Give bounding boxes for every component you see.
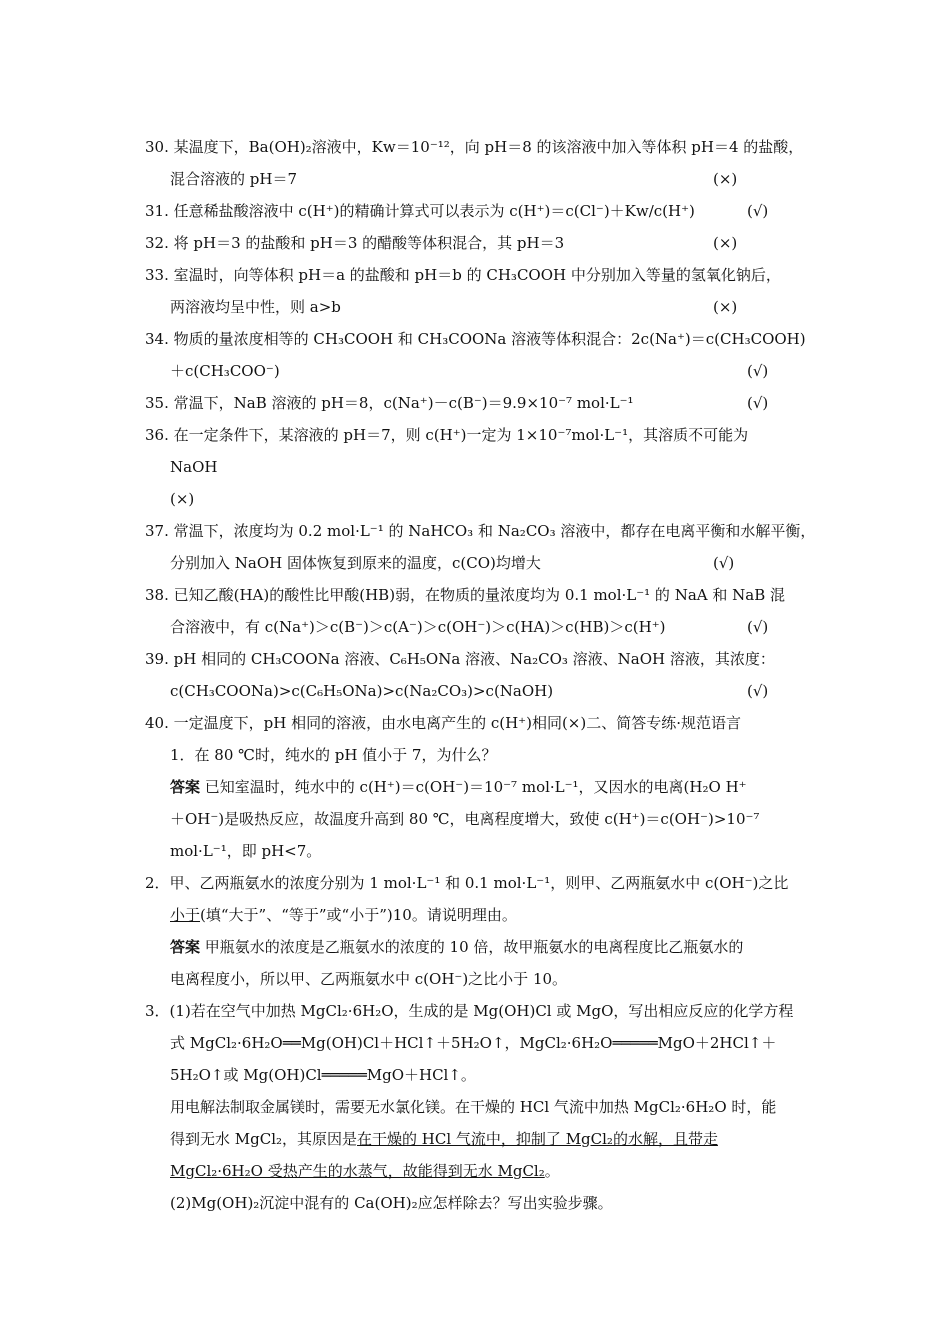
q32-mark: (×) (713, 234, 738, 252)
q39-mark: (√) (747, 682, 769, 700)
q38-line2: 合溶液中，有 c(Na⁺)＞c(B⁻)＞c(A⁻)＞c(OH⁻)＞c(HA)＞c(HB)＞c(H⁺) (√) (170, 611, 815, 643)
q37-line2: 分别加入 NaOH 固体恢复到原来的温度，c(CO)均增大 (√) (170, 547, 815, 579)
sa3-line2: 式 MgCl₂·6H₂O══Mg(OH)Cl＋HCl↑＋5H₂O↑，MgCl₂·6H₂O═════MgO＋2HCl↑＋ (170, 1034, 777, 1052)
q36-line2: NaOH (170, 458, 218, 476)
sa2-question-line2: 小于(填“大于”、“等于”或“小于”)10。请说明理由。 (170, 906, 517, 924)
q37-line1: 37. 常温下，浓度均为 0.2 mol·L⁻¹ 的 NaHCO₃ 和 Na₂CO₃ 溶液中，都存在电离平衡和水解平衡， (145, 522, 815, 540)
q34-mark: (√) (747, 362, 769, 380)
sa3-line1: 3．(1)若在空气中加热 MgCl₂·6H₂O，生成的是 Mg(OH)Cl 或 MgO，写出相应反应的化学方程 (145, 1002, 794, 1020)
q33-line1: 33. 室温时，向等体积 pH＝a 的盐酸和 pH＝b 的 CH₃COOH 中分别加入等量的氢氧化钠后， (145, 266, 781, 284)
sa1-answer-line2: ＋OH⁻)是吸热反应，故温度升高到 80 ℃，电离程度增大，致使 c(H⁺)＝c(OH⁻)>10⁻⁷ (170, 810, 760, 828)
q32: 32. 将 pH＝3 的盐酸和 pH＝3 的醋酸等体积混合，其 pH＝3 (×) (145, 227, 815, 259)
sa3-line4: 用电解法制取金属镁时，需要无水氯化镁。在干燥的 HCl 气流中加热 MgCl₂·6H₂O 时，能 (170, 1098, 777, 1116)
sa2-answer-line1: 答案 甲瓶氨水的浓度是乙瓶氨水的浓度的 10 倍，故甲瓶氨水的电离程度比乙瓶氨水的 (170, 938, 744, 956)
q40: 40. 一定温度下，pH 相同的溶液，由水电离产生的 c(H⁺)相同(×)二、简答专练·规范语言 (145, 714, 741, 732)
q37-mark: (√) (713, 554, 735, 572)
sa2-question-line1: 2．甲、乙两瓶氨水的浓度分别为 1 mol·L⁻¹ 和 0.1 mol·L⁻¹，则甲、乙两瓶氨水中 c(OH⁻)之比 (145, 874, 789, 892)
q34-line2: ＋c(CH₃COO⁻) (√) (170, 355, 815, 387)
sa1-answer-line3: mol·L⁻¹，即 pH<7。 (170, 842, 322, 860)
sa3-blank-answer-1: 在干燥的 HCl 气流中，抑制了 MgCl₂的水解，且带走 (357, 1130, 718, 1148)
q30-line2: 混合溶液的 pH＝7 (×) (170, 163, 815, 195)
q35: 35. 常温下，NaB 溶液的 pH＝8，c(Na⁺)－c(B⁻)＝9.9×10⁻⁷ mol·L⁻¹ (√) (145, 387, 815, 419)
q39-line2: c(CH₃COONa)>c(C₆H₅ONa)>c(Na₂CO₃)>c(NaOH) (√) (170, 675, 815, 707)
q38-mark: (√) (747, 618, 769, 636)
sa1-question: 1．在 80 ℃时，纯水的 pH 值小于 7，为什么？ (170, 746, 497, 764)
sa2-answer-line2: 电离程度小，所以甲、乙两瓶氨水中 c(OH⁻)之比小于 10。 (170, 970, 568, 988)
answer-label: 答案 (170, 938, 201, 956)
sa3-line7: (2)Mg(OH)₂沉淀中混有的 Ca(OH)₂应怎样除去？写出实验步骤。 (170, 1194, 613, 1212)
q38-line1: 38. 已知乙酸(HA)的酸性比甲酸(HB)弱，在物质的量浓度均为 0.1 mol·L⁻¹ 的 NaA 和 NaB 混 (145, 586, 785, 604)
q36-line1: 36. 在一定条件下，某溶液的 pH＝7，则 c(H⁺)一定为 1×10⁻⁷mol·L⁻¹，其溶质不可能为 (145, 426, 749, 444)
sa3-line3: 5H₂O↑或 Mg(OH)Cl═════MgO＋HCl↑。 (170, 1066, 476, 1084)
sa3-line6: MgCl₂·6H₂O 受热产生的水蒸气，故能得到无水 MgCl₂。 (170, 1162, 560, 1180)
q36-mark: (×) (170, 490, 195, 508)
sa3-blank-answer-2: MgCl₂·6H₂O 受热产生的水蒸气，故能得到无水 MgCl₂ (170, 1162, 545, 1180)
answer-label: 答案 (170, 778, 201, 796)
q30-line1: 30. 某温度下，Ba(OH)₂溶液中，Kw＝10⁻¹²，向 pH＝8 的该溶液中加入等体积 pH＝4 的盐酸， (145, 138, 804, 156)
q30-mark: (×) (713, 170, 738, 188)
q31-mark: (√) (747, 202, 769, 220)
sa3-line5: 得到无水 MgCl₂，其原因是在干燥的 HCl 气流中，抑制了 MgCl₂的水解，且带走 (170, 1130, 718, 1148)
q33-mark: (×) (713, 298, 738, 316)
q31: 31. 任意稀盐酸溶液中 c(H⁺)的精确计算式可以表示为 c(H⁺)＝c(Cl⁻)＋Kw/c(H⁺) (√) (145, 195, 815, 227)
q39-line1: 39. pH 相同的 CH₃COONa 溶液、C₆H₅ONa 溶液、Na₂CO₃ 溶液、NaOH 溶液，其浓度： (145, 650, 775, 668)
q34-line1: 34. 物质的量浓度相等的 CH₃COOH 和 CH₃COONa 溶液等体积混合：2c(Na⁺)＝c(CH₃COOH) (145, 330, 806, 348)
sa1-answer-line1: 答案 已知室温时，纯水中的 c(H⁺)＝c(OH⁻)＝10⁻⁷ mol·L⁻¹，又因水的电离(H₂O H⁺ (170, 778, 747, 796)
q33-line2: 两溶液均呈中性，则 a>b (×) (170, 291, 815, 323)
q35-mark: (√) (747, 394, 769, 412)
sa2-blank-answer: 小于 (170, 906, 201, 924)
